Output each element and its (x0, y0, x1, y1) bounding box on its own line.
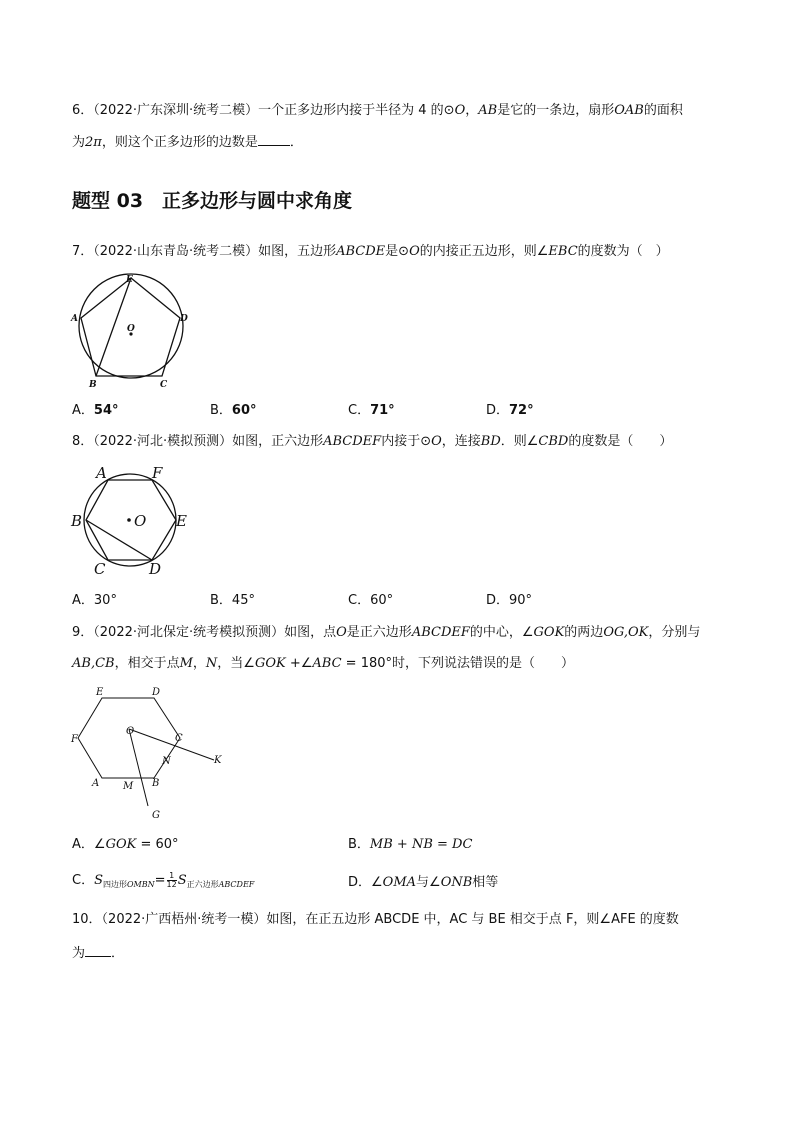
label-e: E (126, 275, 133, 285)
label-c: C (160, 380, 168, 390)
q6-line2: 为2π，则这个正多边形的边数是 ． (72, 135, 303, 150)
label-g: G (152, 810, 160, 821)
q9-figure (68, 682, 238, 824)
label-e: E (96, 687, 104, 698)
center-point (127, 518, 131, 522)
label-n: N (162, 756, 171, 767)
q9-option-b[interactable]: B．MB + NB = DC (348, 837, 473, 852)
label-d: D (152, 687, 161, 698)
q7-option-a[interactable]: A．54° (72, 403, 119, 418)
q8-option-c[interactable]: C．60° (348, 593, 394, 608)
q9-line2: AB,CB，相交于点M，N，当∠GOK +∠ABC = 180°时，下列说法错误的是（ ） (72, 656, 575, 671)
q8-option-d[interactable]: D．90° (486, 593, 533, 608)
q8-option-b[interactable]: B．45° (210, 593, 255, 608)
label-d: D (180, 314, 188, 324)
ray-ok (129, 729, 214, 760)
q10-line1: 10．（2022·广西梧州·统考一模）如图，在正五边形 ABCDE 中，AC 与 BE 相交于点 F，则∠AFE 的度数 (72, 912, 679, 927)
label-o: O (126, 726, 135, 737)
label-m: M (123, 781, 134, 792)
label-b: B (152, 778, 160, 789)
q10-line2: 为 ． (72, 946, 125, 961)
label-e: E (176, 512, 187, 530)
label-o: O (134, 512, 147, 530)
q9-option-a[interactable]: A．∠GOK = 60° (72, 837, 179, 852)
label-f: F (152, 464, 163, 482)
section-heading: 题型 03 正多边形与圆中求角度 (72, 190, 353, 212)
q7-option-b[interactable]: B．60° (210, 403, 257, 418)
label-b: B (71, 512, 83, 530)
label-a: A (92, 778, 100, 789)
q6-line1: 6．（2022·广东深圳·统考二模）一个正多边形内接于半径为 4 的⊙O，AB是它的一条边，扇形OAB的面积 (72, 103, 683, 118)
label-a: A (96, 464, 107, 482)
fraction: $\frac{1}{12}$ (166, 871, 177, 889)
answer-blank[interactable] (258, 133, 290, 146)
q7-stem: 7．（2022·山东青岛·统考二模）如图，五边形ABCDE是⊙O的内接正五边形，则∠EBC的度数为（ ） (72, 244, 669, 259)
label-f: F (71, 734, 78, 745)
label-a: A (71, 314, 78, 324)
q8-figure (68, 462, 198, 578)
label-k: K (214, 755, 222, 766)
ray-og (129, 729, 148, 806)
label-d: D (149, 560, 162, 578)
q9-line1: 9．（2022·河北保定·统考模拟预测）如图，点O是正六边形ABCDEF的中心，∠GOK的两边OG,OK，分别与 (72, 625, 701, 640)
label-b: B (89, 380, 97, 390)
q9-option-c[interactable]: C．$S_{四边形OMBN}=$ $\frac{1}{12}$ $S_{正六边形ABCDEF}$ (72, 871, 255, 889)
answer-blank[interactable] (85, 944, 111, 957)
q7-option-c[interactable]: C．71° (348, 403, 395, 418)
q8-stem: 8．（2022·河北·模拟预测）如图，正六边形ABCDEF内接于⊙O，连接BD．则∠CBD的度数是（ ） (72, 434, 673, 449)
label-o: O (127, 324, 135, 334)
label-c: C (94, 560, 106, 578)
q9-option-d[interactable]: D．∠OMA与∠ONB相等 (348, 875, 499, 890)
q7-figure (68, 270, 198, 395)
label-c: C (175, 733, 183, 744)
q8-option-a[interactable]: A．30° (72, 593, 117, 608)
q7-option-d[interactable]: D．72° (486, 403, 534, 418)
